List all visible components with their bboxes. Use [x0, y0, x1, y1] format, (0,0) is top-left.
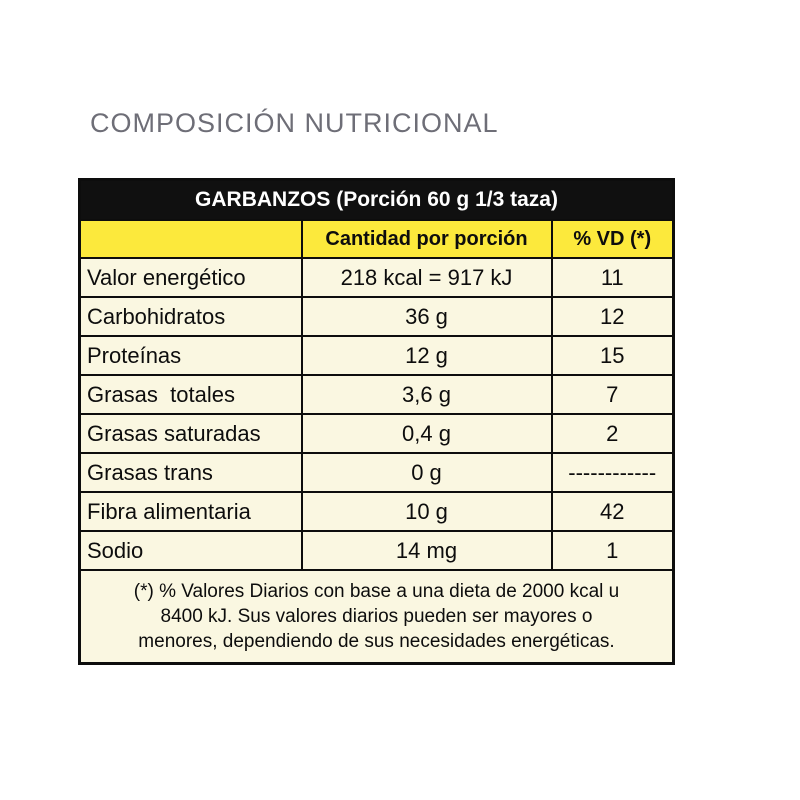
table-row: [80, 414, 674, 453]
nutrient-label: Grasas totales: [80, 375, 302, 414]
page-title: COMPOSICIÓN NUTRICIONAL: [90, 108, 499, 138]
footnote: (*) % Valores Diarios con base a una dieta de 2000 kcal u 8400 kJ. Sus valores diarios pueden ser mayores o menores, dependiendo de sus necesidades energéticas.: [80, 570, 674, 664]
nutrient-amount: 10 g: [302, 492, 552, 531]
nutrient-amount: 12 g: [302, 336, 552, 375]
nutrient-amount: 218 kcal = 917 kJ: [302, 258, 552, 297]
table-row: [80, 453, 674, 492]
nutrient-amount: 0,4 g: [302, 414, 552, 453]
nutrient-label: Sodio: [80, 531, 302, 570]
table-row: [80, 336, 674, 375]
table-title: GARBANZOS (Porción 60 g 1/3 taza): [80, 180, 674, 221]
nutrient-label: Valor energético: [80, 258, 302, 297]
nutrient-vd: 2: [552, 414, 674, 453]
nutrient-vd: 7: [552, 375, 674, 414]
nutrient-vd: 11: [552, 258, 674, 297]
col-header-nutrient: [80, 220, 302, 258]
nutrient-label: Grasas saturadas: [80, 414, 302, 453]
table-title-row: [80, 180, 674, 221]
nutrient-label: Fibra alimentaria: [80, 492, 302, 531]
nutrient-vd: 15: [552, 336, 674, 375]
col-header-amount: Cantidad por porción: [302, 220, 552, 258]
nutrient-amount: 14 mg: [302, 531, 552, 570]
nutrient-amount: 0 g: [302, 453, 552, 492]
footnote-row: [80, 570, 674, 664]
table-row: [80, 258, 674, 297]
nutrient-amount: 3,6 g: [302, 375, 552, 414]
nutrient-amount: 36 g: [302, 297, 552, 336]
table-row: [80, 531, 674, 570]
nutrient-vd: 1: [552, 531, 674, 570]
nutrition-table: [78, 178, 675, 665]
col-header-vd: % VD (*): [552, 220, 674, 258]
nutrient-label: Carbohidratos: [80, 297, 302, 336]
table-row: [80, 375, 674, 414]
nutrient-label: Proteínas: [80, 336, 302, 375]
nutrient-vd: 42: [552, 492, 674, 531]
nutrient-vd: ------------: [552, 453, 674, 492]
table-row: [80, 297, 674, 336]
nutrient-label: Grasas trans: [80, 453, 302, 492]
column-header-row: [80, 220, 674, 258]
nutrient-vd: 12: [552, 297, 674, 336]
table-row: [80, 492, 674, 531]
